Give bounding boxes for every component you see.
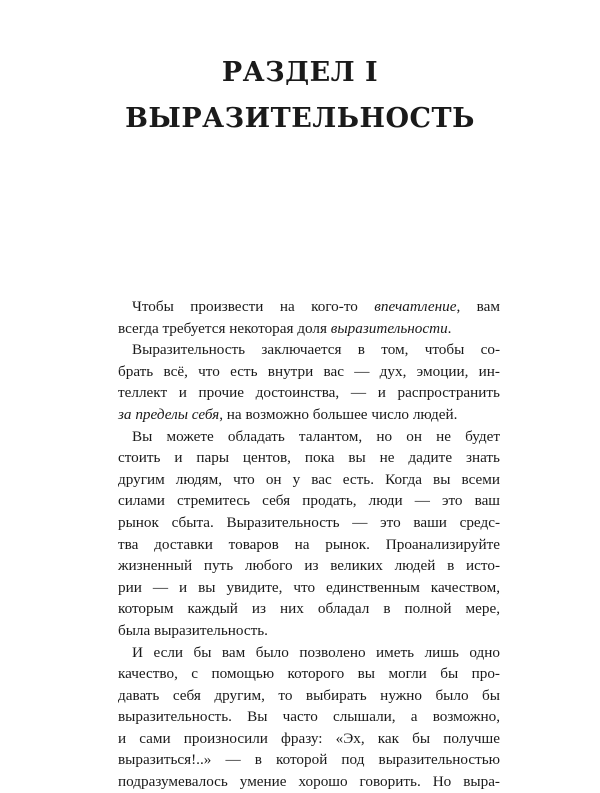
text-line: силами стремитесь себя продать, люди — это ваш — [118, 492, 500, 510]
text-line: тва доставки товаров на рынок. Проанализируйте — [118, 535, 500, 553]
italic-emphasis: за пределы себя — [118, 405, 220, 423]
text-line: была выразительность. — [118, 621, 268, 639]
text-line: выразиться!..» — в которой под выразительностью — [118, 751, 500, 769]
text-line: жизненный путь любого из великих людей в исто- — [118, 557, 500, 575]
text-line: Выразительность заключается в том, чтобы со- — [132, 341, 500, 359]
text-line: Чтобы произвести на кого-то впечатление, вам — [132, 298, 500, 315]
text-line: и сами произносили фразу: «Эх, как бы получше — [118, 729, 500, 747]
text-line: за пределы себя, на возможно большее число людей. — [118, 405, 458, 423]
paragraph — [118, 296, 500, 339]
text-line: стоить и пары центов, пока вы не дадите знать — [118, 449, 500, 467]
text-line: рынок сбыта. Выразительность — это ваши средс- — [118, 513, 500, 531]
italic-emphasis: выразительности — [330, 319, 448, 337]
section-title: РАЗДЕЛ I — [221, 57, 379, 88]
text-line: всегда требуется некоторая доля выразительности. — [118, 319, 452, 337]
text-line: И если бы вам было позволено иметь лишь одно — [132, 643, 500, 661]
text-line: теллект и прочие достоинства, — и распространить — [118, 384, 500, 402]
text-line: которым каждый из них обладал в полной мере, — [118, 600, 500, 618]
chapter-title: ВЫРАЗИТЕЛЬНОСТЬ — [125, 103, 475, 134]
text-line: другим людям, что он у вас есть. Когда вы всеми — [118, 470, 500, 488]
paragraph — [118, 642, 500, 793]
text-line: Вы можете обладать талантом, но он не будет — [132, 427, 500, 445]
body-text — [118, 296, 500, 793]
text-line: рии — и вы увидите, что единственным качеством, — [118, 578, 500, 596]
paragraph — [118, 426, 500, 642]
text-line: брать всё, что есть внутри вас — дух, эмоции, ин- — [118, 362, 500, 380]
text-line: качество, с помощью которого вы могли бы про- — [118, 665, 500, 683]
text-line: подразумевалось умение хорошо говорить. Но выра- — [118, 773, 500, 791]
paragraph — [118, 339, 500, 425]
text-line: давать себя другим, то выбирать нужно было бы — [118, 686, 500, 704]
italic-emphasis: впечатление — [374, 298, 457, 315]
text-line: выразительность. Вы часто слышали, а возможно, — [118, 708, 500, 726]
